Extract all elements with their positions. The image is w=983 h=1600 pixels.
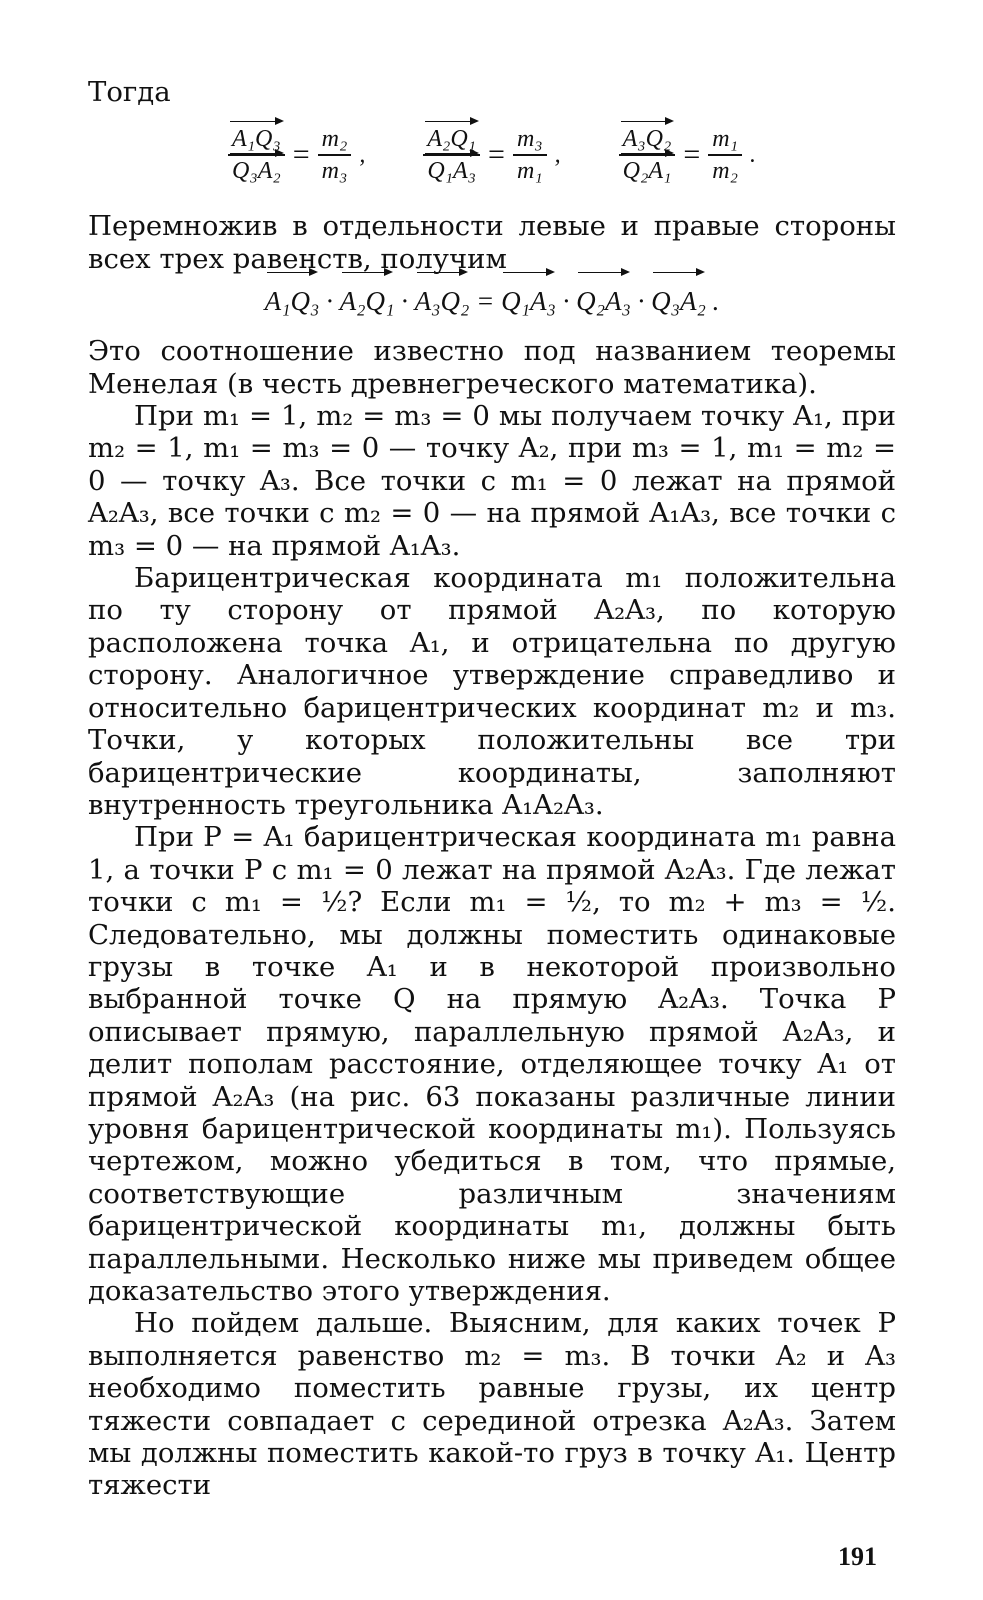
vector-fraction bbox=[228, 124, 285, 186]
page-content bbox=[88, 76, 896, 1502]
paragraph-equal-masses: Но пойдем дальше. Выясним, для каких точек P выполняется равенство m₂ = m₃. В точки A₂ и A₃ необходимо поместить равные грузы, их центр тяжести совпадает с серединой отрезка A₂A₃. Затем мы должны поместить какой-то груз в точку A₁. Центр тяжести bbox=[88, 1307, 896, 1502]
mass-fraction bbox=[318, 124, 352, 186]
denominator: Q₃A₂ bbox=[228, 156, 285, 186]
ratio-equation-1: $\frac{\text{A₁Q₃}}{\text{Q₃A₂}}$ = $\frac{\text{m₂}}{\text{m₃}}$ , bbox=[228, 124, 365, 186]
denominator: Q₂A₁ bbox=[619, 156, 676, 186]
vector-term: A₃Q₂ bbox=[415, 275, 470, 327]
page-number: 191 bbox=[838, 1542, 877, 1571]
paragraph-multiply: Перемножив в отдельности левые и правые стороны всех трех равенств, получим bbox=[88, 210, 896, 275]
vector-term: Q₃A₂ bbox=[651, 275, 706, 327]
punctuation: , bbox=[554, 141, 561, 168]
paragraph-vertices: При m₁ = 1, m₂ = m₃ = 0 мы получаем точку A₁, при m₂ = 1, m₁ = m₃ = 0 — точку A₂, при m₃ = 1, m₁ = m₂ = 0 — точку A₃. Все точки с m₁ = 0 лежат на прямой A₂A₃, все точки с m₂ = 0 — на прямой A₁A₃, все точки с m₃ = 0 — на прямой A₁A₃. bbox=[88, 400, 896, 562]
denominator: m₂ bbox=[712, 158, 738, 185]
paragraph-menelaus: Это соотношение известно под названием теоремы Менелая (в честь древнегреческого математика). bbox=[88, 335, 896, 400]
paragraph-level-lines: При P = A₁ барицентрическая координата m₁ равна 1, а точки P с m₁ = 0 лежат на прямой A₂A₃. Где лежат точки с m₁ = ½? Если m₁ = ½, то m₂ + m₃ = ½. Следовательно, мы должны поместить одинаковые грузы в точке A₁ и в некоторой произвольно выбранной точке Q на прямую A₂A₃. Точка P описывает прямую, параллельную прямой A₂A₃, и делит пополам расстояние, отделяющее точку A₁ от прямой A₂A₃ (на рис. 63 показаны различные линии уровня барицентрической координаты m₁). Пользуясь чертежом, можно убедиться в том, что прямые, соответствующие различным значениям барицентрической координаты m₁, должны быть параллельными. Несколько ниже мы приведем общее доказательство этого утверждения. bbox=[88, 821, 896, 1307]
paragraph-sign: Барицентрическая координата m₁ положительна по ту сторону от прямой A₂A₃, по которую расположена точка A₁, и отрицательна по другую сторону. Аналогичное утверждение справедливо и относительно барицентрических координат m₂ и m₃. Точки, у которых положительны все три барицентрические координаты, заполняют внутренность треугольника A₁A₂A₃. bbox=[88, 562, 896, 821]
ratio-equation-2: $\frac{\text{A₂Q₁}}{\text{Q₁A₃}}$ = $\frac{\text{m₃}}{\text{m₁}}$ , bbox=[423, 124, 560, 186]
mass-fraction bbox=[513, 124, 547, 186]
vector-term: A₂Q₁ bbox=[340, 275, 395, 327]
ratio-equation-3: $\frac{\text{A₃Q₂}}{\text{Q₂A₁}}$ = $\frac{\text{m₁}}{\text{m₂}}$ . bbox=[619, 124, 756, 186]
punctuation: , bbox=[359, 141, 366, 168]
menelaus-equation: A₁Q₃ · A₂Q₁ · A₃Q₂ = Q₁A₃ · Q₂A₃ · Q₃A₂ . bbox=[88, 275, 896, 327]
numerator: A₂Q₁ bbox=[423, 124, 480, 154]
mass-fraction bbox=[708, 124, 742, 186]
numerator: A₃Q₂ bbox=[619, 124, 676, 154]
denominator: m₁ bbox=[516, 158, 543, 185]
numerator: m₁ bbox=[712, 126, 738, 153]
vector-fraction bbox=[423, 124, 480, 186]
punctuation: . bbox=[749, 141, 756, 168]
vector-term: Q₂A₃ bbox=[576, 275, 631, 327]
ratio-equations bbox=[88, 112, 896, 198]
vector-term: A₁Q₃ bbox=[265, 275, 320, 327]
intro-word: Тогда bbox=[88, 76, 171, 108]
denominator: Q₁A₃ bbox=[423, 156, 480, 186]
numerator: m₃ bbox=[516, 126, 543, 153]
numerator: A₁Q₃ bbox=[228, 124, 285, 154]
vector-fraction bbox=[619, 124, 676, 186]
vector-term: Q₁A₃ bbox=[501, 275, 556, 327]
denominator: m₃ bbox=[321, 158, 348, 185]
numerator: m₂ bbox=[321, 126, 348, 153]
